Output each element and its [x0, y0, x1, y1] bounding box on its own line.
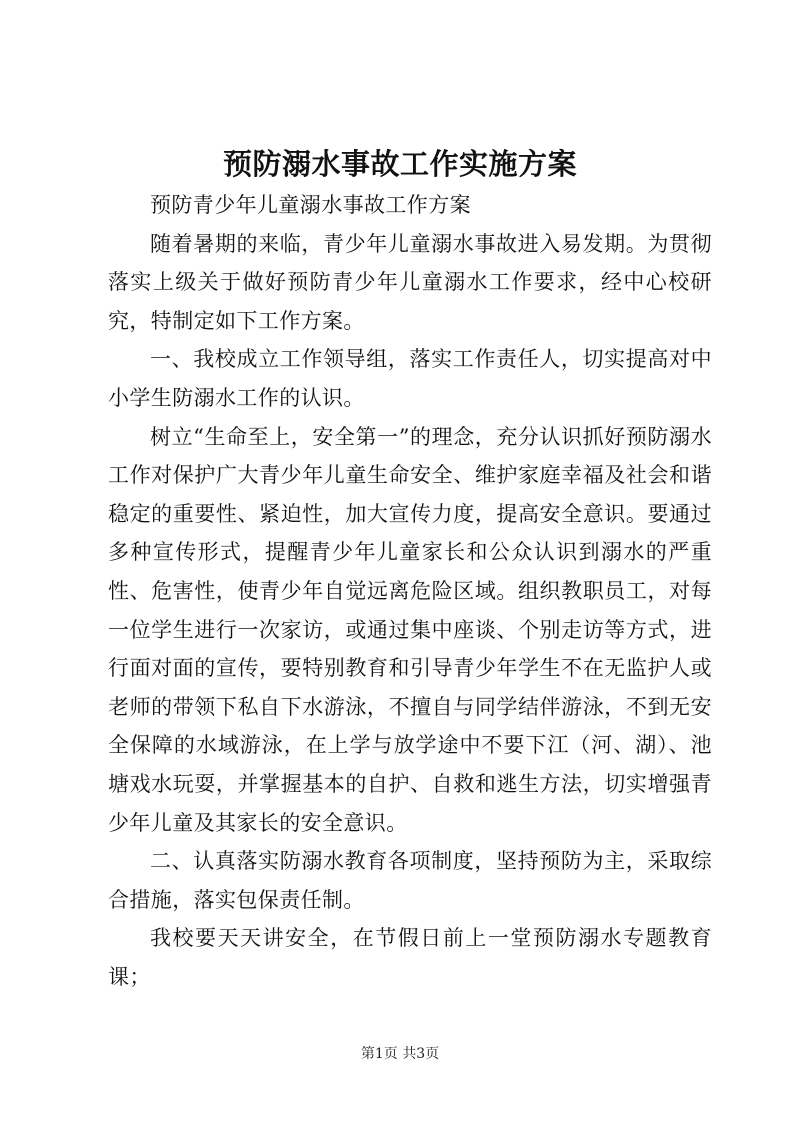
paragraph-section-1-heading: 一、我校成立工作领导组，落实工作责任人，切实提高对中小学生防溺水工作的认识。 [108, 347, 712, 410]
page-footer: 第1页 共3页 [360, 1046, 440, 1062]
paragraph-section-2-heading: 二、认真落实防溺水教育各项制度，坚持预防为主，采取综合措施，落实包保责任制。 [108, 849, 712, 912]
paragraph-subtitle: 预防青少年儿童溺水事故工作方案 [150, 193, 471, 217]
document-body [108, 186, 712, 996]
paragraph-section-2-body: 我校要天天讲安全，在节假日前上一堂预防溺水专题教育课； [108, 926, 712, 989]
page-title: 预防溺水事故工作实施方案 [222, 147, 577, 181]
paragraph-intro: 随着暑期的来临，青少年儿童溺水事故进入易发期。为贯彻落实上级关于做好预防青少年儿童溺水工作要求，经中心校研究，特制定如下工作方案。 [108, 231, 712, 333]
paragraph-section-1-body: 树立“生命至上，安全第一”的理念，充分认识抓好预防溺水工作对保护广大青少年儿童生命安全、维护家庭幸福及社会和谐稳定的重要性、紧迫性，加大宣传力度，提高安全意识。要通过多种宣传形式，提醒青少年儿童家长和公众认识到溺水的严重性、危害性，使青少年自觉远离危险区域。组织教职员工，对每一位学生进行一次家访，或通过集中座谈、个别走访等方式，进行面对面的宣传，要特别教育和引导青少年学生不在无监护人或老师的带领下私自下水游泳，不擅自与同学结伴游泳，不到无安全保障的水域游泳，在上学与放学途中不要下江（河、湖）、池塘戏水玩耍，并掌握基本的自护、自救和逃生方法，切实增强青少年儿童及其家长的安全意识。 [108, 424, 712, 835]
